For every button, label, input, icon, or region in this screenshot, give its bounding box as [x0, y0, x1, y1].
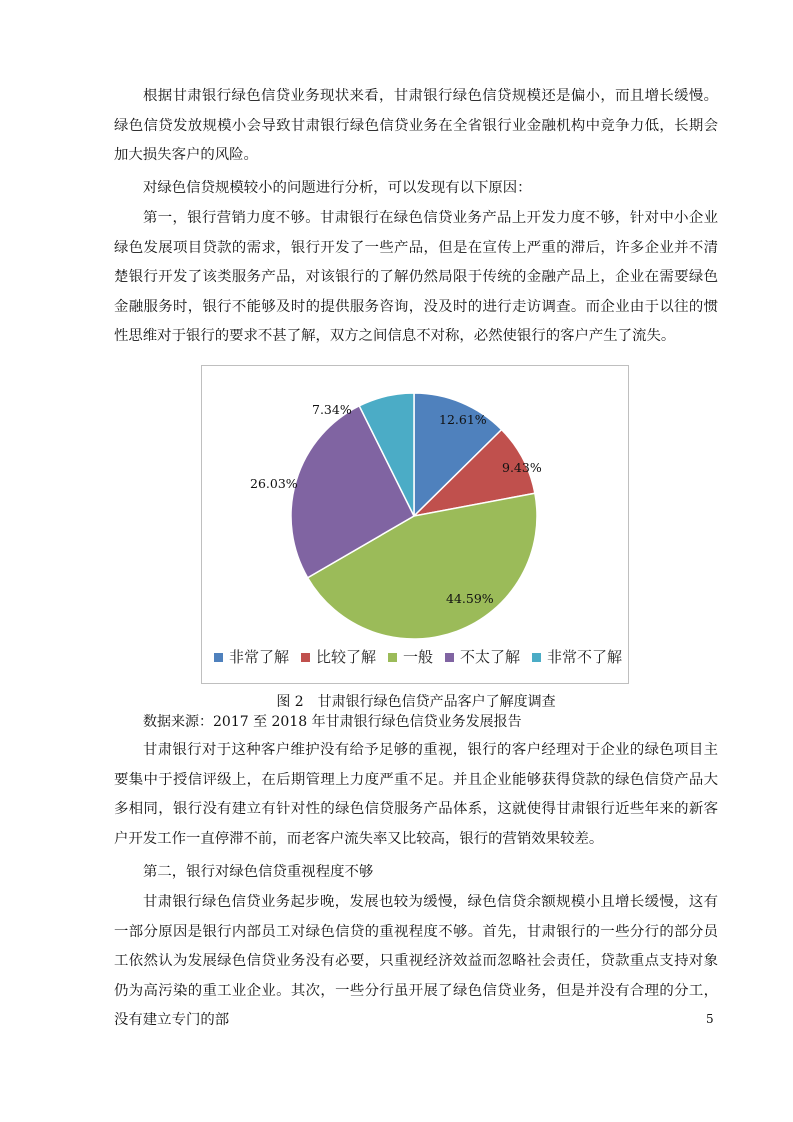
legend-swatch-0 — [214, 653, 223, 662]
pie-data-label-3: 26.03% — [250, 476, 298, 491]
paragraph-3: 第一，银行营销力度不够。甘肃银行在绿色信贷业务产品上开发力度不够，针对中小企业绿色发展项目贷款的需求，银行开发了一些产品，但是在宣传上严重的滞后，许多企业并不清楚银行开发了该类服务产品，对该银行的了解仍然局限于传统的金融产品上，企业在需要绿色金融服务时，银行不能够及时的提供服务咨询，没及时的进行走访调查。而企业由于以往的惯性思维对于银行的要求不甚了解，双方之间信息不对称，必然使银行的客户产生了流失。 — [114, 210, 718, 344]
legend-label-0: 非常了解 — [229, 648, 290, 666]
legend-swatch-1 — [301, 653, 310, 662]
legend-label-2: 一般 — [403, 648, 434, 666]
legend-label-3: 不太了解 — [460, 648, 521, 666]
paragraph-5: 第二，银行对绿色信贷重视程度不够 — [143, 864, 374, 880]
legend-swatch-3 — [445, 653, 454, 662]
legend-label-4: 非常不了解 — [547, 648, 623, 666]
pie-data-label-1: 9.43% — [502, 460, 542, 475]
pie-data-label-4: 7.34% — [312, 402, 352, 417]
pie-chart-figure — [201, 365, 629, 684]
paragraph-1: 根据甘肃银行绿色信贷业务现状来看，甘肃银行绿色信贷规模还是偏小，而且增长缓慢。绿色信贷发放规模小会导致甘肃银行绿色信贷业务在全省银行业金融机构中竞争力低，长期会加大损失客户的风险。 — [114, 88, 718, 163]
data-source-note: 数据来源：2017 至 2018 年甘肃银行绿色信贷业务发展报告 — [143, 714, 522, 730]
paragraph-4: 甘肃银行对于这种客户维护没有给予足够的重视，银行的客户经理对于企业的绿色项目主要集中于授信评级上，在后期管理上力度严重不足。并且企业能够获得贷款的绿色信贷产品大多相同，银行没有建立有针对性的绿色信贷服务产品体系，这就使得甘肃银行近些年来的新客户开发工作一直停滞不前，而老客户流失率又比较高，银行的营销效果较差。 — [114, 742, 718, 847]
pie-data-label-0: 12.61% — [439, 412, 487, 427]
paragraph-2: 对绿色信贷规模较小的问题进行分析，可以发现有以下原因： — [143, 180, 532, 196]
page-number: 5 — [706, 1012, 714, 1026]
paragraph-6: 甘肃银行绿色信贷业务起步晚，发展也较为缓慢，绿色信贷余额规模小且增长缓慢，这有一部分原因是银行内部员工对绿色信贷的重视程度不够。首先，甘肃银行的一些分行的部分员工依然认为发展绿色信贷业务没有必要，只重视经济效益而忽略社会责任，贷款重点支持对象仍为高污染的重工业企业。其次，一些分行虽开展了绿色信贷业务，但是并没有合理的分工，没有建立专门的部 — [114, 894, 718, 1028]
legend-swatch-2 — [388, 653, 397, 662]
legend-label-1: 比较了解 — [316, 648, 377, 666]
pie-chart — [202, 366, 628, 683]
figure-caption: 图 2 甘肃银行绿色信贷产品客户了解度调查 — [276, 694, 556, 710]
pie-data-label-2: 44.59% — [446, 591, 494, 606]
legend-swatch-4 — [532, 653, 541, 662]
